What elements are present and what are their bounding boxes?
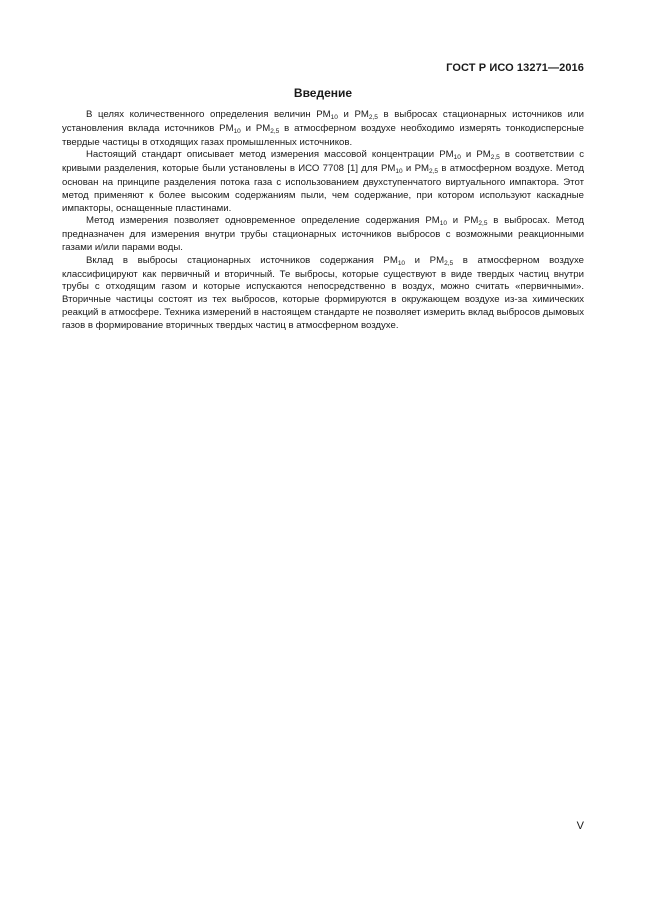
paragraph-1: [62, 109, 584, 149]
subscript: 10: [395, 168, 403, 176]
section-title: Введение: [293, 86, 353, 100]
introduction-body: [62, 109, 584, 333]
text-run: в соответствии с кривыми разделения, которые были установлены в ИСО 7708 [1] для PM: [62, 149, 584, 175]
text-run: и PM: [405, 254, 445, 266]
text-run: и PM: [240, 122, 271, 134]
text-run: в атмосферном воздухе необходимо измерять тонкодисперсные твердые частицы в отходящих газах промышленных источников.: [62, 122, 584, 148]
text-run: и PM: [460, 149, 491, 161]
subscript: 2,5: [428, 168, 439, 176]
paragraph-4: [62, 255, 584, 333]
subscript: 10: [453, 154, 461, 162]
subscript: 2,5: [478, 220, 488, 228]
text-run: в выбросах. Метод предназначен для измерения внутри трубы стационарных источников выбросов с возможными реакционными газами и/или парами воды.: [62, 215, 584, 253]
text-run: и PM: [337, 109, 369, 120]
subscript: 10: [233, 127, 241, 135]
text-run: Настоящий стандарт описывает метод измерения массовой концентрации PM: [86, 149, 454, 161]
text-run: Метод измерения позволяет одновременное определение содержания PM: [86, 215, 440, 227]
subscript: 2,5: [270, 127, 280, 135]
text-run: в атмосферном воздухе классифицируют как первичный и вторичный. Те выбросы, которые существуют в виде твердых частиц внутри трубы с отходящим газом и которые испускаются непосредственно в воздух, можно считать «первичными». Вторичные частицы состоят из тех выбросов, которые формируются в окружающем воздухе из-за химических реакций в атмосфере. Техника измерений в настоящем стандарте не позволяет измерить вклад выбросов дымовых газов в формирование вторичных твердых частиц в атмосферном воздухе.: [62, 254, 584, 331]
text-run: Вклад в выбросы стационарных источников содержания PM: [86, 254, 398, 266]
paragraph-3: [62, 215, 584, 254]
paragraph-2: [62, 149, 584, 215]
subscript: 10: [397, 259, 406, 267]
page-number: V: [576, 820, 584, 832]
subscript: 10: [439, 220, 447, 228]
document-code: ГОСТ Р ИСО 13271—2016: [446, 62, 584, 74]
subscript: 10: [330, 114, 338, 121]
subscript: 2,5: [490, 154, 500, 162]
text-run: в выбросах стационарных источников или установления вклада источников PM: [62, 109, 584, 134]
subscript: 2,5: [368, 114, 378, 121]
text-run: в атмосферном воздухе. Метод основан на принципе разделения потока газа с использованием двухступенчатого виртуального импактора. Этот метод применяют к более высоким содержаниям пыли, чем содержание, при котором используют каскадные импакторы, оснащенные пластинами.: [62, 163, 584, 214]
text-run: и PM: [402, 163, 429, 175]
text-run: и PM: [446, 215, 479, 227]
subscript: 2,5: [444, 259, 454, 267]
text-run: В целях количественного определения величин PM: [86, 109, 331, 120]
